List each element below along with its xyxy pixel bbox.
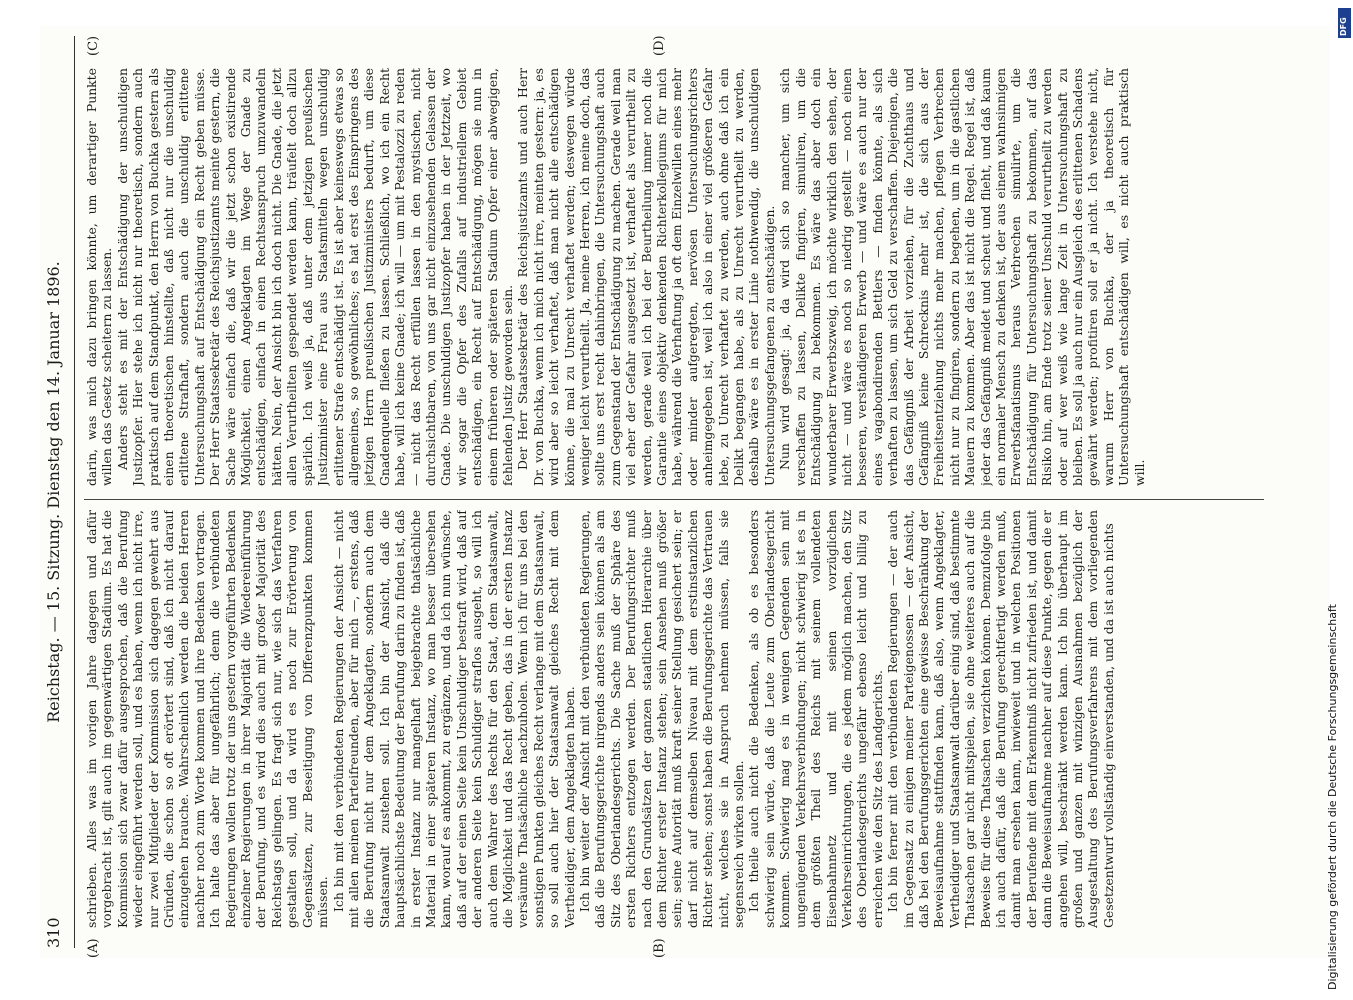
margin-mark-a: (A) — [86, 938, 101, 958]
paragraph: Nun wird gesagt: ja, da wird sich so mancher, um sich verschaffen zu lassen, Delikte fingiren, simuliren, um die Entschädigung zu bekommen. Es wäre das aber doch ein wunderbarer Erwerbszweig, ich möchte wirklich den sehen, der nicht — und wäre es noch so niedrig gestellt — noch einen besseren, verständigeren Erwerb — und wäre es auch nur der eines vagabondirenden Bettlers — finden könnte, als sich verhaften zu lassen, um sich Geld zu verschaffen. Diejenigen, die das Gefängniß der Arbeit vorziehen, für die Zuchthaus und Gefängniß keine Schrecknis mehr ist, die sich aus der Freiheitsentziehung nichts mehr machen, pflegen Verbrechen nicht nur zu fingiren, sondern zu begehen, um in die gastlichen Mauern zu kommen. Aber das ist nicht die Regel. Regel ist, daß jeder das Gefängniß meidet und scheut und flieht, und daß kaum ein normaler Mensch zu denken ist, der aus einem wahnsinnigen Erwerbsfanatismus heraus Verbrechen simulirte, um die Entschädigung für Untersuchungshaft zu bekommen, auf das Risiko hin, am Ende trotz seiner Unschuld verurtheilt zu werden oder auf wer weiß wie lange Zeit in Untersuchungshaft zu bleiben. Es soll ja auch nur ein Ausgleich des erlittenen Schadens gewährt werden; profitiren soll er ja nicht. Ich verstehe nicht, warum Herr von Buchka, der ja theoretisch für Untersuchungshaft entschädigen will, es nicht auch praktisch will. — [777, 68, 1147, 486]
credit-text: Digitalisierung gefördert durch die Deutsche Forschungsgemeinschaft — [1326, 604, 1339, 990]
margin-mark-d: (D) — [652, 35, 667, 56]
paragraph: darin, was mich dazu bringen könnte, um derartiger Punkte willen das Gesetz scheitern zu lassen. — [84, 68, 115, 486]
margin-mark-b: (B) — [652, 938, 667, 958]
digitization-credit — [1296, 0, 1339, 1000]
paragraph: Der Herr Staatssekretär des Reichsjustizamts und auch Herr Dr. von Buchka, wenn ich mich nicht irre, meinten gestern: ja, es wird aber so leicht verhaftet, daß man nicht alle entschädigen könne, die mal zu Unrecht verhaftet werden; deswegen würde weniger leicht verurtheilt. Ja, meine Herren, ich meine doch, das sollte uns erst recht dahinbringen, die Untersuchungshaft auch zum Gegenstand der Entschädigung zu machen. Gerade weil man viel eher der Gefahr ausgesetzt ist, verhaftet als verurtheilt zu werden, gerade weil ich bei der Beurtheilung immer noch die Garantie eines objektiv denkenden Richterkollegiums für mich habe, während die Verhaftung ja oft dem Einzelwillen eines mehr oder minder aufgeregten, nervösen Untersuchungsrichters anheimgegeben ist, weil ich also in einer viel größeren Gefahr lebe, zu Unrecht verhaftet zu werden, auch ohne daß ich ein Delikt begangen habe, als zu Unrecht verurtheilt zu werden, deshalb wäre es in erster Linie nothwendig, die unschuldigen Untersuchungsgefangenen zu entschädigen. — [515, 68, 777, 486]
paragraph: Ich bin ferner mit den verbündeten Regierungen — der auch im Gegensatz zu einigen meiner Parteigenossen — der Ansicht, daß bei den Berufungsgerichten eine gewisse Beschränkung der Beweisaufnahme stattfinden kann, daß also, wenn Angeklagter, Vertheidiger und Staatsanwalt darüber einig sind, daß bestimmte Thatsachen gar nicht mitspielen, sie ohne weiteres auch auf die Beweise für diese Thatsachen verzichten können. Demzufolge bin ich auch dafür, daß die Berufung gerechtfertigt werden muß, damit man ersehen kann, inwieweit und in welchen Positionen der Berufende mit dem Erkenntniß nicht zufrieden ist, und damit dann die Beweisaufnahme nachher auf diese Punkte, gegen die er angehen will, beschränkt werden kann. Ich bin überhaupt im großen und ganzen mit winzigen Ausnahmen bezüglich der Ausgestaltung des Berufungsverfahrens mit dem vorliegenden Gesetzentwurf vollständig einverstanden, und da ist auch nichts — [885, 510, 1116, 928]
document-page — [40, 26, 1330, 958]
paragraph: Anders steht es mit der Entschädigung der unschuldigen Justizopfer. Hier stehe ich nicht nur theoretisch, sondern auch praktisch auf dem Standpunkt, den Herrn von Buchka gestern als einen theoretischen hinstellte, daß nicht nur die unschuldig erlittene Strafhaft, sondern auch die unschuldig erlittene Untersuchungshaft auf Entschädigung ein Recht geben müsse. Der Herr Staatssekretär des Reichsjustizamts meinte gestern, die Sache wäre einfach die, daß wir die jetzt schon existirende Möglichkeit, einen Angeklagten im Wege der Gnade zu entschädigen, einfach in einen Rechtsanspruch umzuwandeln hätten. Nein, der Ansicht bin ich doch nicht. Die Gnade, die jetzt allen Verurtheilten gespendet werden kann, träufelt doch allzu spärlich. Ich weiß ja, daß unter dem jetzigen preußischen Justizminister eine Frau aus Staatsmitteln wegen unschuldig erlittener Strafe entschädigt ist. Es ist aber keineswegs etwas so allgemeines, so gewöhnliches; es hat erst des Einspringens des jetzigen Herrn preußischen Justizministers bedurft, um diese Gnadenquelle fließen zu lassen. Schließlich, wo ich ein Recht habe, will ich keine Gnade; ich will — um mit Pestalozzi zu reden — nicht das Recht erfüllen lassen in den mystischen, nicht durchsichtbaren, von uns gar nicht einzusehenden Gelassen der Gnade. Die unschuldigen Justizopfer haben in der Jetztzeit, wo wir sogar die Opfer des Zufalls auf industriellem Gebiet entschädigen, ein Recht auf Entschädigung, mögen sie nun in einem früheren oder späteren Stadium Opfer einer abwegigen, fehlenden Justiz geworden sein. — [114, 68, 515, 486]
right-column — [84, 68, 1264, 486]
paragraph: Ich theile auch nicht die Bedenken, als ob es besonders schwierig sein würde, daß die Leute zum Oberlandesgericht kommen. Schwierig mag es in wenigen Gegenden sein mit ungenügenden Verkehrsverbindungen; nicht schwierig ist es in dem größten Theil des Reichs mit seinem vollendeten Eisenbahnnetz und mit seinen vorzüglichen Verkehrseinrichtungen, die es jedem möglich machen, den Sitz des Oberlandesgerichts ungefähr ebenso leicht und billig zu erreichen wie den Sitz des Landgerichts. — [746, 510, 885, 928]
paragraph: Ich bin weiter der Ansicht mit den verbündeten Regierungen, daß die Berufungsgerichte nirgends anders sein können als am Sitz des Oberlandesgerichts. Die Sache muß der Sphäre des ersten Richters entzogen werden. Der Berufungsrichter muß nach den Grundsätzen der ganzen staatlichen Hierarchie über dem Richter erster Instanz stehen; sein Ansehen muß größer sein; seine Autorität muß kraft seiner Stellung gesichert sein; er darf nicht auf demselben Niveau mit dem erstinstanzlichen Richter stehen; sonst haben die Berufungsgerichte das Vertrauen nicht, welches sie in Anspruch nehmen müssen, falls sie segensreich wirken sollen. — [577, 510, 747, 928]
page-header — [40, 36, 70, 948]
header-rule — [74, 36, 75, 948]
running-title: Reichstag. — 15. Sitzung. Dienstag den 14. Januar 1896. — [44, 261, 63, 723]
margin-mark-c: (C) — [86, 35, 101, 56]
column-divider — [84, 499, 1264, 500]
paragraph: Ich bin mit den verbündeten Regierungen der Ansicht — nicht mit allen meinen Parteifreunden, aber für mich —, erstens, daß die Berufung nicht nur dem Angeklagten, sondern auch dem Staatsanwalt zustehen soll. Ich bin der Ansicht, daß die hauptsächlichste Bedeutung der Berufung darin zu finden ist, daß in erster Instanz nur mangelhaft beigebrachte thatsächliche Material in einer späteren Instanz, wo man besser übersehen kann, worauf es ankommt, zu ergänzen, und da ich nun wünsche, daß auf der einen Seite kein Unschuldiger bestraft wird, daß auf der anderen Seite kein Schuldiger straflos ausgeht, so will ich auch dem Wahrer des Rechts für den Staat, dem Staatsanwalt, die Möglichkeit und das Recht geben, das in der ersten Instanz versäumte Thatsächliche nachzuholen. Wenn ich für uns bei den sonstigen Punkten gleiches Recht verlange mit dem Staatsanwalt, so soll auch hier der Staatsanwalt gleiches Recht mit dem Vertheidiger, dem Angeklagten haben. — [330, 510, 577, 928]
dfg-logo — [1338, 8, 1351, 38]
left-column — [84, 510, 1264, 928]
dfg-logo-text: DFG — [1339, 17, 1348, 36]
paragraph: schrieben. Alles was im vorigen Jahre dagegen und dafür vorgebracht ist, gilt auch im gegenwärtigen Stadium. Es hat die Kommission sich zwar dafür ausgesprochen, daß die Berufung wieder eingeführt werden soll, und es haben, wenn ich nicht irre, nur zwei Mitglieder der Kommission sich dagegen gewehrt aus Gründen, die schon so oft erörtert sind, daß ich nicht darauf einzugehen brauche. Wahrscheinlich werden die beiden Herren nachher noch zum Worte kommen und ihre Bedenken vortragen. Ich halte das aber für ungefährlich; denn die verbündeten Regierungen wollen trotz der uns gestern vorgeführten Bedenken einzelner Regierungen in ihrer Majorität die Wiedereinführung der Berufung, und es wird dies auch mit großer Majorität des Reichstags gelingen. Es fragt sich nur, wie sich das Verfahren gestalten soll, und da wird es noch zur Erörterung von Gegensätzen, zur Beseitigung von Differenzpunkten kommen müssen. — [84, 510, 331, 928]
page-number: 310 — [44, 917, 63, 948]
